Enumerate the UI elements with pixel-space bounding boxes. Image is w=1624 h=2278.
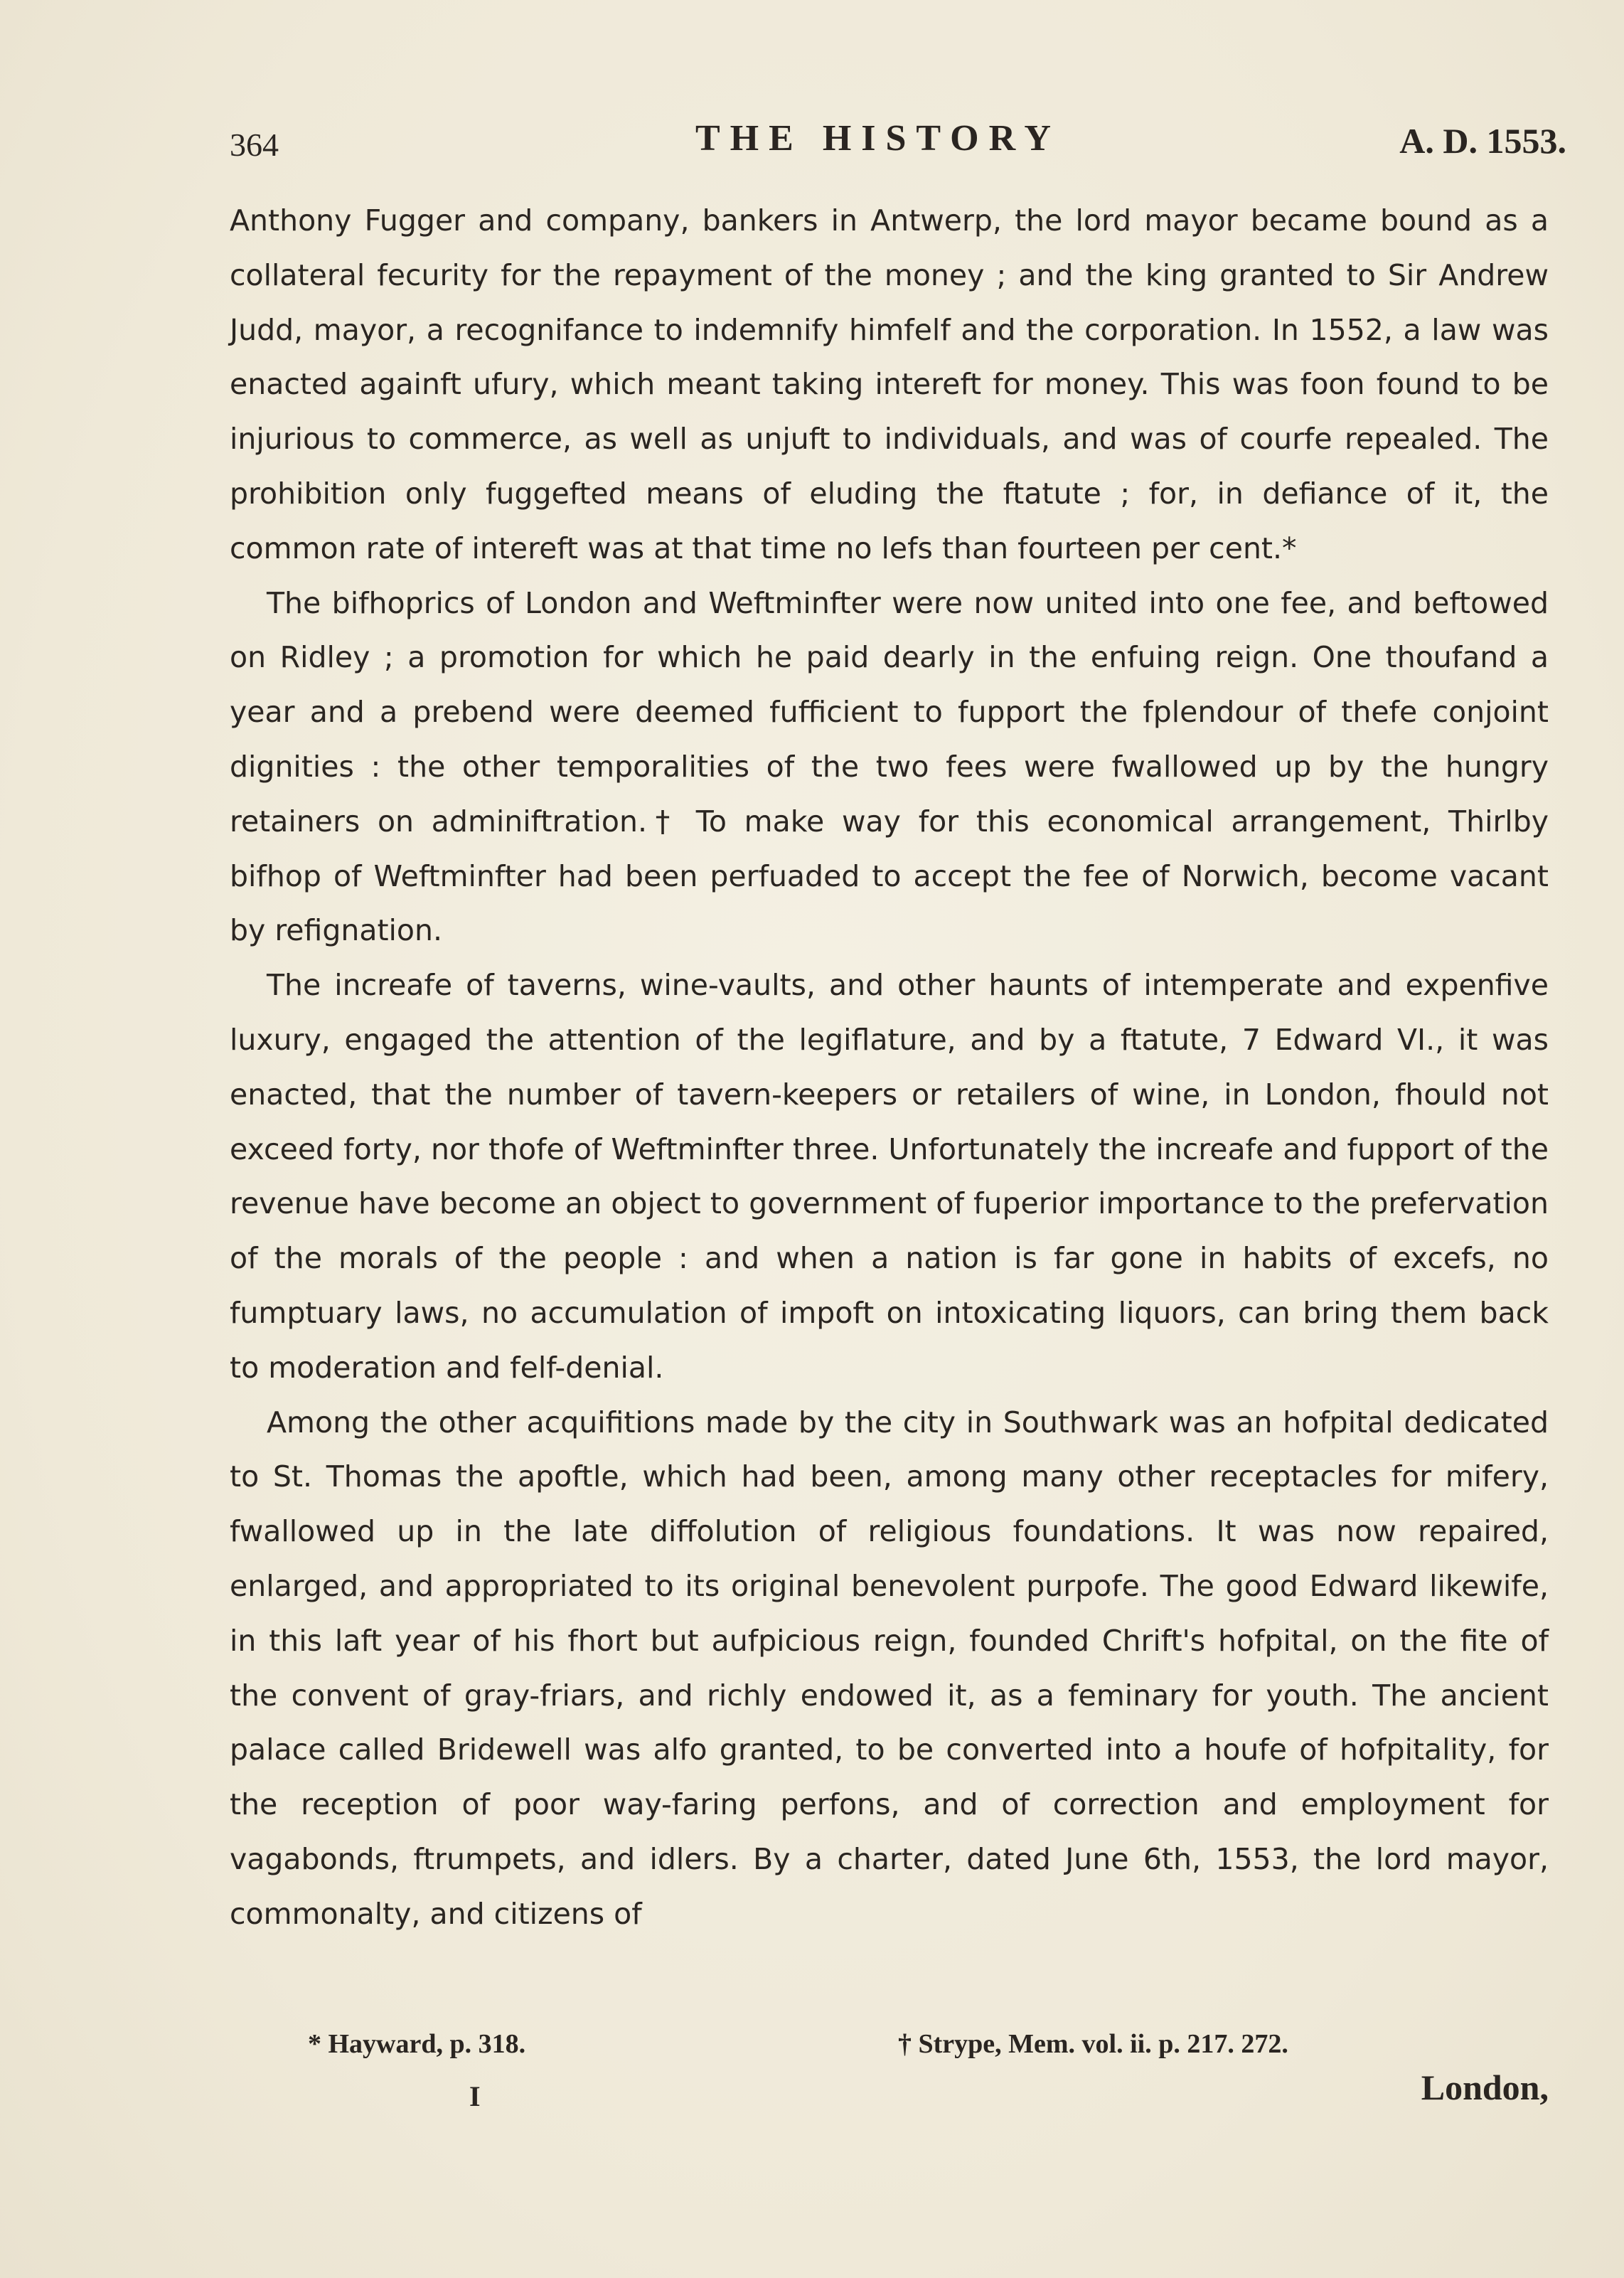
page-header bbox=[230, 117, 1566, 167]
main-text bbox=[230, 193, 1549, 1942]
running-date: A. D. 1553. bbox=[1399, 121, 1566, 161]
footnote-hayward: * Hayward, p. 318. bbox=[308, 2029, 526, 2059]
paragraph-taverns: The increafe of taverns, wine-vaults, and other haunts of intemperate and expenfive luxury, engaged the attention of the legiflature, and by a ftatute, 7 Edward VI., it was enacted, that the number of tavern-keepers or retailers of wine, in London, fhould not exceed forty, nor thofe of Weftminfter three. Unfortunately the increafe and fupport of the revenue have become an object to government of fuperior importance to the prefervation of the morals of the people : and when a nation is far gone in habits of excefs, no fumptuary laws, no accumulation of impoft on intoxicating liquors, can bring them back to moderation and felf-denial. bbox=[230, 968, 1549, 1385]
paragraph-hospitals: Among the other acquifitions made by the city in Southwark was an hofpital dedicated to St. Thomas the apoftle, which had been, among many other receptacles for mifery, fwallowed up in the late diffolution of religious foundations. It was now repaired, enlarged, and appropriated to its original benevolent purpofe. The good Edward likewife, in this laft year of his fhort but aufpicious reign, founded Chrift's hofpital, on the fite of the convent of gray-friars, and richly endowed it, as a feminary for youth. The ancient palace called Bridewell was alfo granted, to be converted into a houfe of hofpitality, for the reception of poor way-faring perfons, and of correction and employment for vagabonds, ftrumpets, and idlers. By a charter, dated June 6th, 1553, the lord mayor, commonalty, and citizens of bbox=[230, 1405, 1549, 1931]
paragraph-bishoprics: The bifhoprics of London and Weftminfter were now united into one fee, and beftowed on Ridley ; a promotion for which he paid dearly in the enfuing reign. One thoufand a year and a prebend were deemed fufficient to fupport the fplendour of thefe conjoint dignities : the other temporalities of the two fees were fwallowed up by the hungry retainers on adminiftration.† To make way for this economical arrangement, Thirlby bifhop of Weftminfter had been perfuaded to accept the fee of Norwich, become vacant by refignation. bbox=[230, 585, 1549, 948]
catchword: London, bbox=[1421, 2067, 1549, 2107]
footnote-strype: † Strype, Mem. vol. ii. p. 217. 272. bbox=[898, 2029, 1288, 2059]
paragraph-continued: Anthony Fugger and company, bankers in Antwerp, the lord mayor became bound as a collateral fecurity for the repayment of the money ; and the king granted to Sir Andrew Judd, mayor, a recognifance to indemnify himfelf and the corporation. In 1552, a law was enacted againft ufury, which meant taking intereft for money. This was foon found to be injurious to commerce, as well as unjuft to individuals, and was of courfe repealed. The prohibition only fuggefted means of eluding the ftatute ; for, in defiance of it, the common rate of intereft was at that time no lefs than fourteen per cent.* bbox=[230, 203, 1549, 565]
page-number: 364 bbox=[230, 127, 279, 163]
signature-mark: I bbox=[469, 2080, 481, 2112]
footnotes bbox=[230, 2028, 1549, 2071]
running-title: THE HISTORY bbox=[695, 118, 1061, 159]
